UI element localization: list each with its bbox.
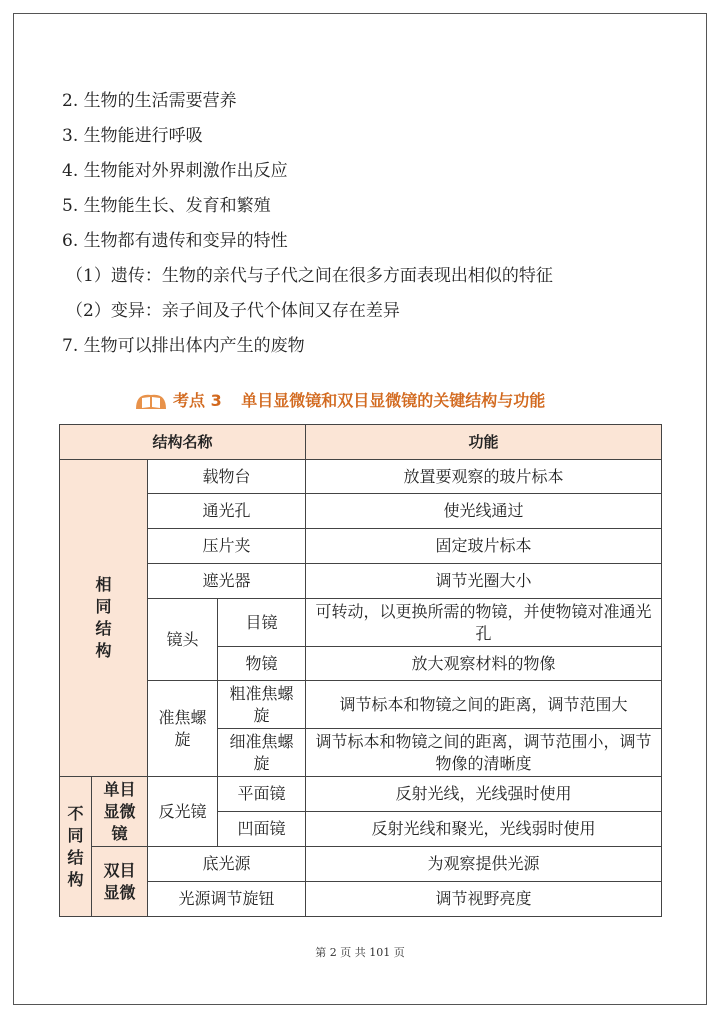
cell-name: 遮光器 bbox=[148, 564, 306, 599]
heading-title: 单目显微镜和双目显微镜的关键结构与功能 bbox=[241, 390, 546, 410]
list-item: 6. 生物都有遗传和变异的特性 bbox=[62, 231, 288, 251]
cell-function: 为观察提供光源 bbox=[306, 847, 662, 882]
cell-function: 放大观察材料的物像 bbox=[306, 647, 662, 681]
header-structure: 结构名称 bbox=[60, 425, 306, 460]
list-item: （2）变异：亲子间及子代个体间又存在差异 bbox=[66, 301, 400, 321]
cell-function: 固定玻片标本 bbox=[306, 529, 662, 564]
cell-function: 调节视野亮度 bbox=[306, 882, 662, 917]
heading-label: 考点 3 bbox=[173, 390, 222, 410]
cell-name: 粗准焦螺旋 bbox=[218, 681, 306, 729]
table-row bbox=[60, 564, 662, 599]
cell-name: 物镜 bbox=[218, 647, 306, 681]
list-item: （1）遗传：生物的亲代与子代之间在很多方面表现出相似的特征 bbox=[66, 266, 553, 286]
group-diff-structure: 不同结构 bbox=[60, 777, 92, 917]
content-list bbox=[62, 84, 682, 364]
cell-mirror-group: 反光镜 bbox=[148, 777, 218, 847]
cell-name: 底光源 bbox=[148, 847, 306, 882]
cell-name: 压片夹 bbox=[148, 529, 306, 564]
list-item: 4. 生物能对外界刺激作出反应 bbox=[62, 161, 288, 181]
group-same-structure: 相同结构 bbox=[60, 460, 148, 777]
header-function: 功能 bbox=[306, 425, 662, 460]
cell-name: 平面镜 bbox=[218, 777, 306, 812]
page-footer: 第 2 页 共 101 页 bbox=[315, 946, 405, 959]
section-heading bbox=[133, 384, 633, 414]
table-row bbox=[60, 681, 662, 729]
cell-function: 调节标本和物镜之间的距离，调节范围大 bbox=[306, 681, 662, 729]
cell-mono: 单目显微镜 bbox=[92, 777, 148, 847]
cell-function: 可转动，以更换所需的物镜，并使物镜对准通光孔 bbox=[306, 599, 662, 647]
cell-bino: 双目显微 bbox=[92, 847, 148, 917]
cell-name: 凹面镜 bbox=[218, 812, 306, 847]
table-row bbox=[60, 882, 662, 917]
table-row bbox=[60, 847, 662, 882]
cell-function: 反射光线，光线强时使用 bbox=[306, 777, 662, 812]
list-item: 2. 生物的生活需要营养 bbox=[62, 91, 237, 111]
cell-function: 调节标本和物镜之间的距离，调节范围小，调节物像的清晰度 bbox=[306, 729, 662, 777]
table-row bbox=[60, 777, 662, 812]
heading-text bbox=[173, 388, 545, 411]
table-row bbox=[60, 529, 662, 564]
cell-function: 反射光线和聚光，光线弱时使用 bbox=[306, 812, 662, 847]
cell-lens-group: 镜头 bbox=[148, 599, 218, 681]
cell-function: 放置要观察的玻片标本 bbox=[306, 460, 662, 494]
cell-function: 使光线通过 bbox=[306, 494, 662, 529]
cell-focus-group: 准焦螺旋 bbox=[148, 681, 218, 777]
table-row bbox=[60, 460, 662, 494]
list-item: 5. 生物能生长、发育和繁殖 bbox=[62, 196, 271, 216]
structure-table bbox=[59, 424, 662, 917]
table-header-row bbox=[60, 425, 662, 460]
cell-name: 目镜 bbox=[218, 599, 306, 647]
cell-name: 载物台 bbox=[148, 460, 306, 494]
table-row bbox=[60, 599, 662, 647]
cell-name: 光源调节旋钮 bbox=[148, 882, 306, 917]
table-row bbox=[60, 494, 662, 529]
book-icon bbox=[133, 387, 169, 411]
cell-name: 通光孔 bbox=[148, 494, 306, 529]
cell-name: 细准焦螺旋 bbox=[218, 729, 306, 777]
cell-function: 调节光圈大小 bbox=[306, 564, 662, 599]
list-item: 7. 生物可以排出体内产生的废物 bbox=[62, 336, 305, 356]
list-item: 3. 生物能进行呼吸 bbox=[62, 126, 203, 146]
